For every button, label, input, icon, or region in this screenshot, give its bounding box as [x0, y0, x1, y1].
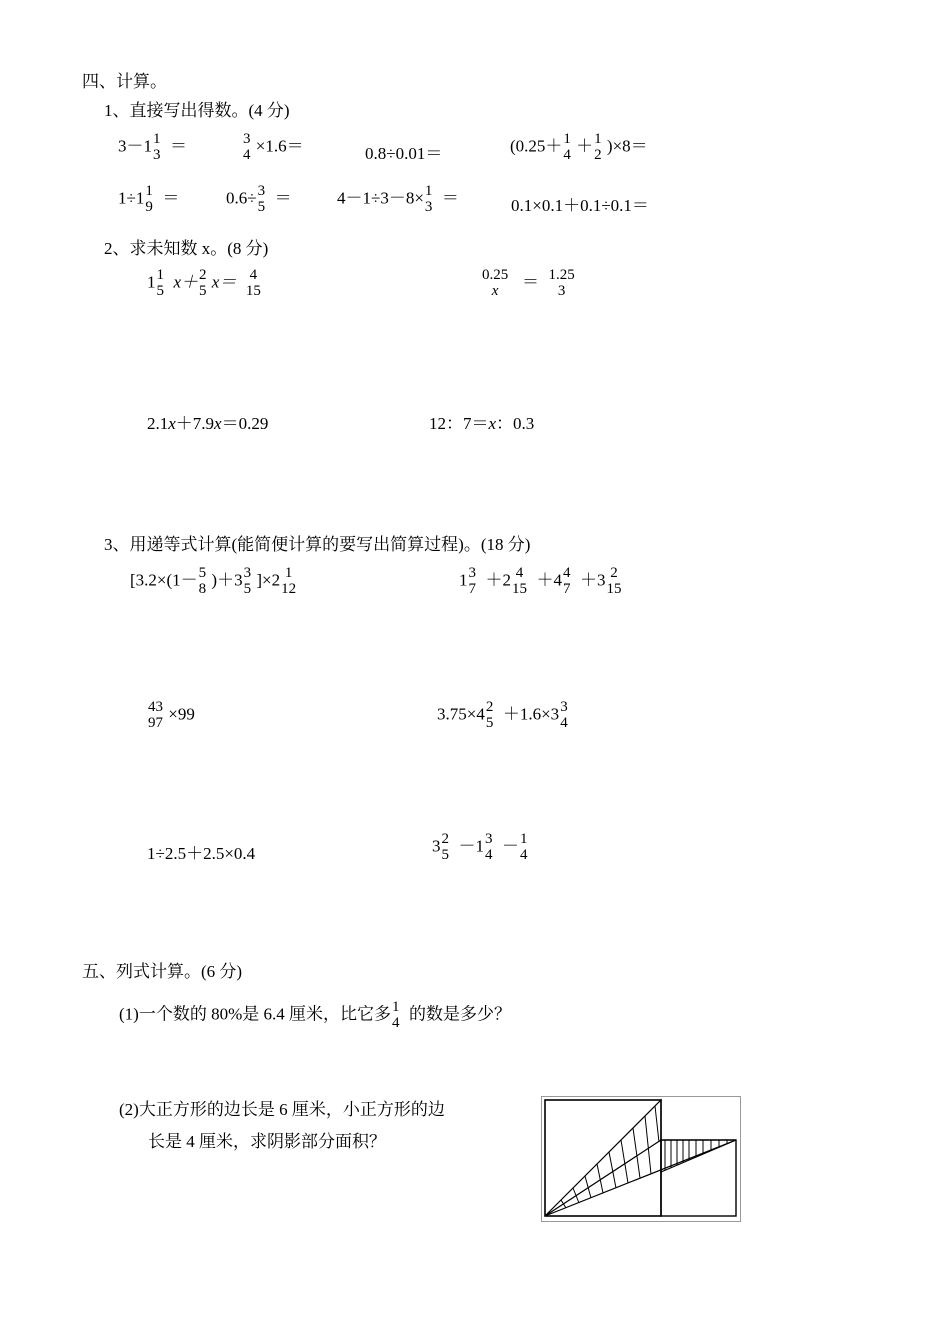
q1-expr-4: (0.25＋ 1 4 ＋ 1 2 )×8＝	[510, 131, 648, 163]
q3-expr-6: 3 2 5 －1 3 4 － 1 4	[432, 831, 528, 863]
q3-expr-5: 1÷2.5＋2.5×0.4	[147, 844, 256, 863]
q1-expr-1: 3－1 1 3 ＝	[118, 131, 187, 163]
q2-title: 2、求未知数 x。(8 分)	[104, 239, 269, 258]
section-4-title: 四、计算。	[82, 72, 167, 91]
problem-2-line-1: (2)大正方形的边长是 6 厘米，小正方形的边	[119, 1100, 445, 1119]
q2-equation-4: 12：7＝x：0.3	[429, 414, 535, 433]
squares-figure	[541, 1096, 741, 1222]
problem-2-line-2: 长是 4 厘米，求阴影部分面积？	[148, 1132, 386, 1151]
q2-equation-1: 1 1 5 x＋ 2 5 x＝ 4 15	[147, 267, 261, 299]
q1-expr-3: 0.8÷0.01＝	[365, 144, 443, 163]
q1-expr-7: 4－1÷3－8× 1 3 ＝	[337, 183, 459, 215]
q1-expr-5: 1÷1 1 9 ＝	[118, 183, 180, 215]
q3-expr-4: 3.75×4 2 5 ＋1.6×3 3 4	[437, 699, 568, 731]
q1-expr-8: 0.1×0.1＋0.1÷0.1＝	[511, 196, 649, 215]
q2-equation-3: 2.1x＋7.9x＝0.29	[147, 414, 269, 433]
q1-title: 1、直接写出得数。(4 分)	[104, 101, 290, 120]
q2-equation-2: 0.25 x ＝ 1.25 3	[482, 267, 575, 299]
q1-expr-6: 0.6÷ 3 5 ＝	[226, 183, 292, 215]
q3-expr-3: 43 97 ×99	[148, 699, 195, 731]
q3-expr-2: 1 3 7 ＋2 4 15 ＋4 4 7 ＋3 2 15	[459, 565, 622, 597]
problem-1: (1)一个数的 80%是 6.4 厘米，比它多 1 4 的数是多少？	[119, 999, 511, 1031]
q3-expr-1: [3.2×(1－ 5 8 )＋3 3 5 ]×2 1 12	[130, 565, 297, 597]
q3-title: 3、用递等式计算(能简便计算的要写出简算过程)。(18 分)	[104, 535, 531, 554]
section-5-title: 五、列式计算。(6 分)	[82, 962, 243, 981]
q1-expr-2: 3 4 ×1.6＝	[243, 131, 304, 163]
